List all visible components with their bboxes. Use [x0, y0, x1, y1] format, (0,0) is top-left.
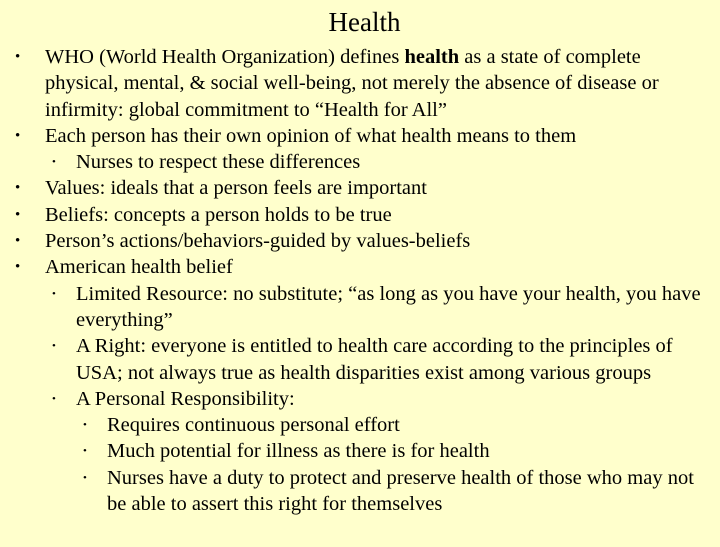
bullet-text-segment: as a state of complete physical, mental, & social well-being, not merely the absence of disease or infirmity: global commitment to “Health for All” — [45, 46, 659, 121]
bullet-dot-icon: • — [15, 180, 21, 197]
bullet-item-level-2 — [12, 333, 712, 386]
bullet-item-level-1 — [12, 254, 712, 280]
bullet-text-segment: Much potential for illness as there is for health — [107, 440, 490, 463]
bullet-item-level-2 — [12, 281, 712, 334]
bullet-text — [107, 440, 490, 462]
bullet-item-level-3 — [12, 465, 712, 518]
bullet-text-segment: Values: ideals that a person feels are important — [45, 177, 427, 200]
bullet-item-level-1 — [12, 175, 712, 201]
bullet-text — [45, 230, 470, 252]
bullet-dot-icon: • — [15, 233, 21, 250]
bullet-dot-icon: • — [15, 206, 21, 223]
bullet-dot-icon: • — [15, 259, 21, 276]
bullet-text-segment: Limited Resource: no substitute; “as long as you have your health, you have everything” — [76, 282, 701, 331]
bullet-item-level-3 — [12, 412, 712, 438]
bullet-item-level-1 — [12, 202, 712, 228]
bullet-dot-icon: • — [52, 340, 56, 353]
bullet-text-segment: Beliefs: concepts a person holds to be true — [45, 203, 392, 226]
bullet-dot-icon: • — [15, 49, 21, 65]
bullet-text — [107, 467, 694, 515]
bullet-text — [76, 388, 295, 410]
bullet-text-segment: A Right: everyone is entitled to health care according to the principles of USA; not always true as health disparities exist among various groups — [76, 335, 673, 384]
bullet-text — [107, 414, 400, 436]
bullet-text-segment: WHO (World Health Organization) defines — [45, 46, 405, 68]
bullet-dot-icon: • — [83, 419, 87, 432]
bullet-text-segment: American health belief — [45, 256, 233, 279]
bullet-text-segment: Person’s actions/behaviors-guided by values-beliefs — [45, 230, 471, 253]
bullet-dot-icon: • — [52, 287, 56, 300]
slide — [0, 7, 720, 547]
bullet-dot-icon: • — [83, 471, 87, 484]
bullet-text-segment: Nurses to respect these differences — [76, 151, 361, 174]
bullet-text-segment: A Personal Responsibility: — [76, 387, 295, 410]
bullet-item-level-1 — [12, 123, 712, 149]
bullet-list — [12, 44, 712, 517]
bullet-dot-icon: • — [83, 445, 87, 458]
bullet-text-segment: Nurses have a duty to protect and preserve health of those who may not be able to assert this right for themselves — [107, 466, 694, 516]
bullet-dot-icon: • — [52, 156, 56, 169]
bullet-text — [76, 283, 701, 331]
bullet-item-level-1 — [12, 44, 712, 123]
bullet-dot-icon: • — [15, 127, 21, 144]
bullet-text-segment: Requires continuous personal effort — [107, 414, 400, 437]
bullet-item-level-1 — [12, 228, 712, 254]
bullet-text-segment: Each person has their own opinion of what health means to them — [45, 124, 577, 147]
bullet-text — [45, 204, 392, 226]
bullet-text — [45, 256, 233, 278]
bullet-item-level-2 — [12, 386, 712, 412]
bullet-text — [76, 151, 360, 173]
bullet-item-level-2 — [12, 149, 712, 175]
bullet-text — [45, 46, 659, 121]
bullet-text — [76, 335, 673, 383]
bold-term: health — [404, 46, 460, 68]
bullet-item-level-3 — [12, 438, 712, 464]
bullet-text — [45, 177, 427, 199]
slide-title: Health — [328, 7, 401, 37]
bullet-dot-icon: • — [52, 392, 56, 405]
bullet-text — [45, 125, 576, 147]
